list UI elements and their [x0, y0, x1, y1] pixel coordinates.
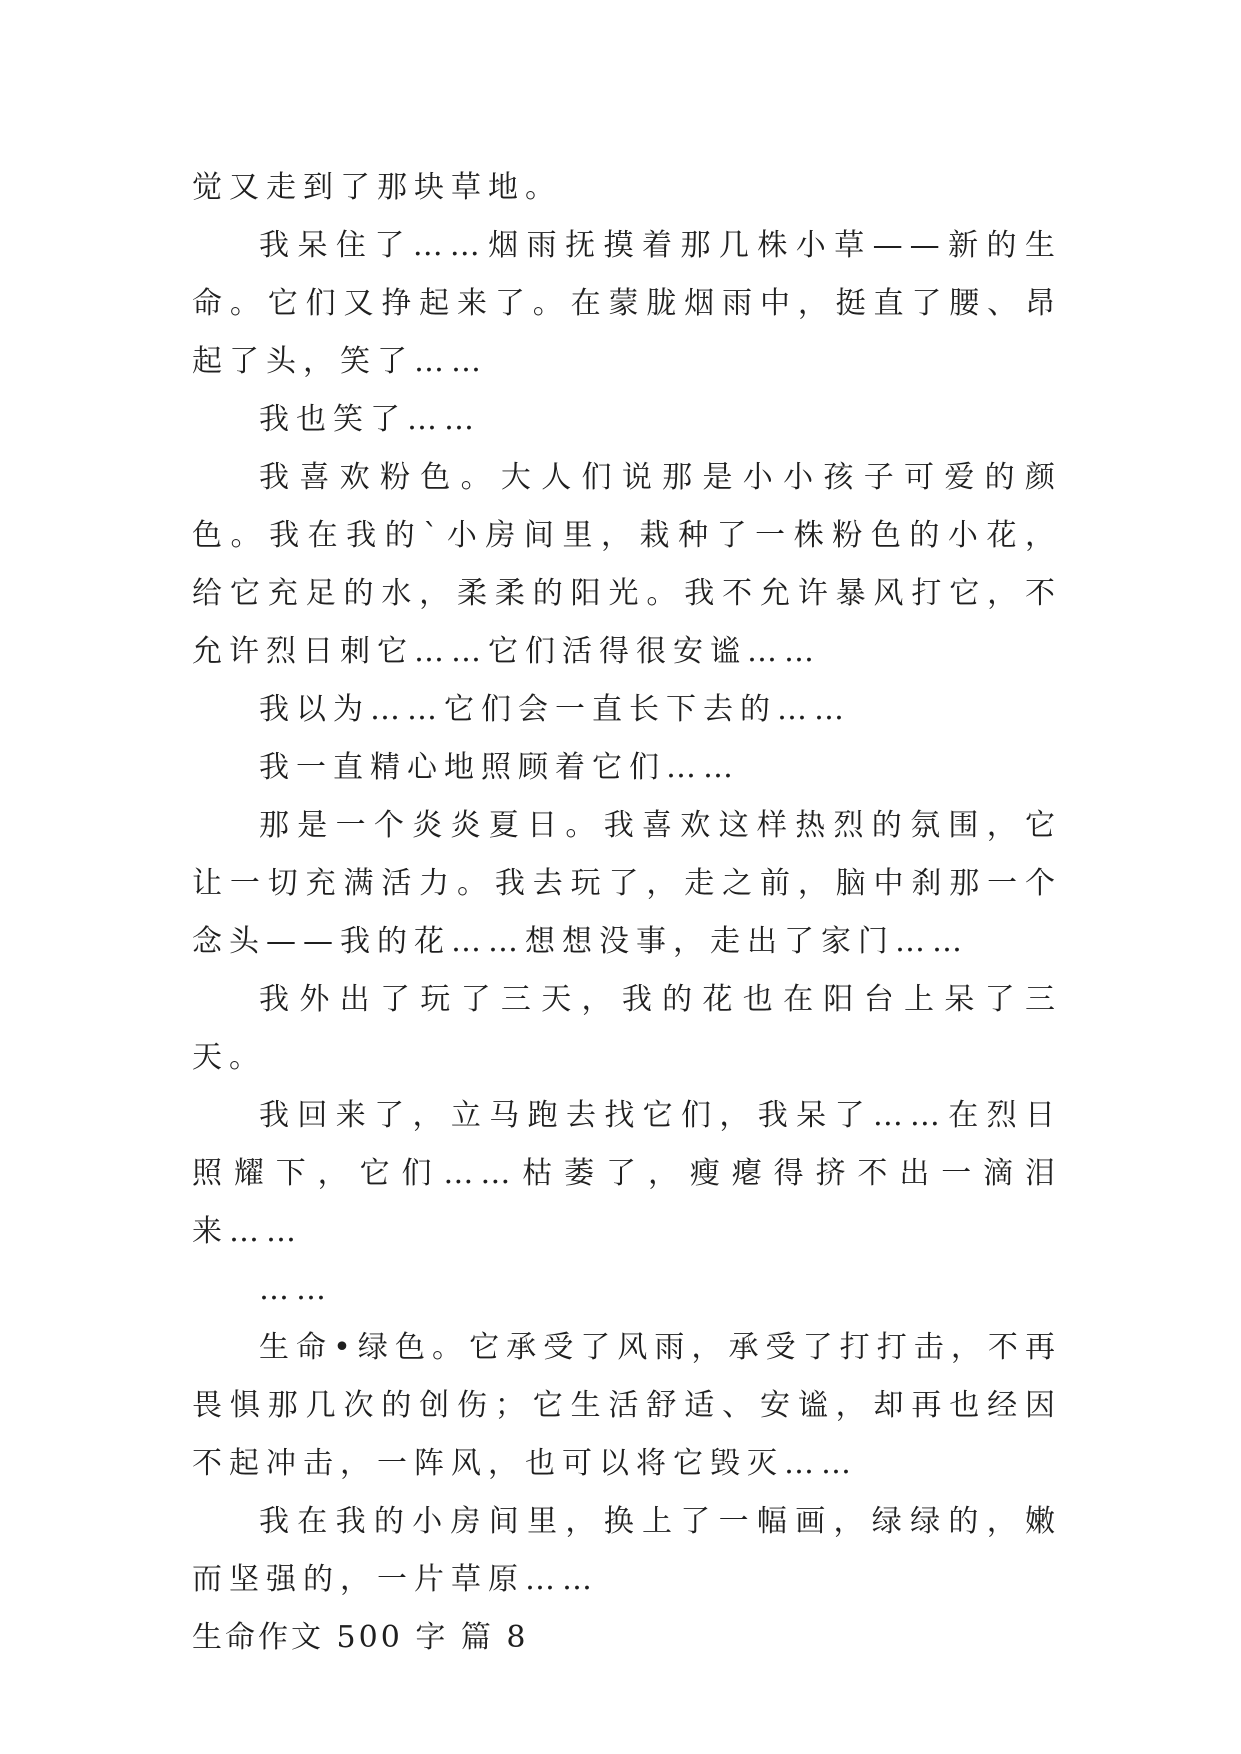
paragraph: 我回来了，立马跑去找它们，我呆了……在烈日照耀下，它们……枯萎了，瘦瘪得挤不出一滴泪来…… — [192, 1098, 1062, 1249]
paragraph: 我也笑了…… — [259, 402, 481, 437]
paragraph: 觉又走到了那块草地。 — [192, 170, 562, 205]
paragraph: 我喜欢粉色。大人们说那是小小孩子可爱的颜色。我在我的`小房间里，栽种了一株粉色的小花，给它充足的水，柔柔的阳光。我不允许暴风打它，不允许烈日刺它……它们活得很安谧…… — [192, 460, 1062, 669]
paragraph: …… — [259, 1272, 333, 1307]
paragraph: 那是一个炎炎夏日。我喜欢这样热烈的氛围，它让一切充满活力。我去玩了，走之前，脑中刹那一个念头——我的花……想想没事，走出了家门…… — [192, 808, 1062, 959]
paragraph: 我以为……它们会一直长下去的…… — [259, 692, 851, 727]
document-body — [192, 159, 1062, 1667]
paragraph: 我外出了玩了三天，我的花也在阳台上呆了三天。 — [192, 982, 1062, 1075]
paragraph: 生命•绿色。它承受了风雨，承受了打打击，不再畏惧那几次的创伤；它生活舒适、安谧，却再也经因不起冲击，一阵风，也可以将它毁灭…… — [192, 1330, 1062, 1481]
paragraph: 我呆住了……烟雨抚摸着那几株小草——新的生命。它们又挣起来了。在蒙胧烟雨中，挺直了腰、昂起了头，笑了…… — [192, 228, 1062, 379]
section-heading: 生命作文 500 字 篇 8 — [192, 1620, 529, 1655]
paragraph: 我在我的小房间里，换上了一幅画，绿绿的，嫩而坚强的，一片草原…… — [192, 1504, 1062, 1597]
paragraph: 我一直精心地照顾着它们…… — [259, 750, 740, 785]
